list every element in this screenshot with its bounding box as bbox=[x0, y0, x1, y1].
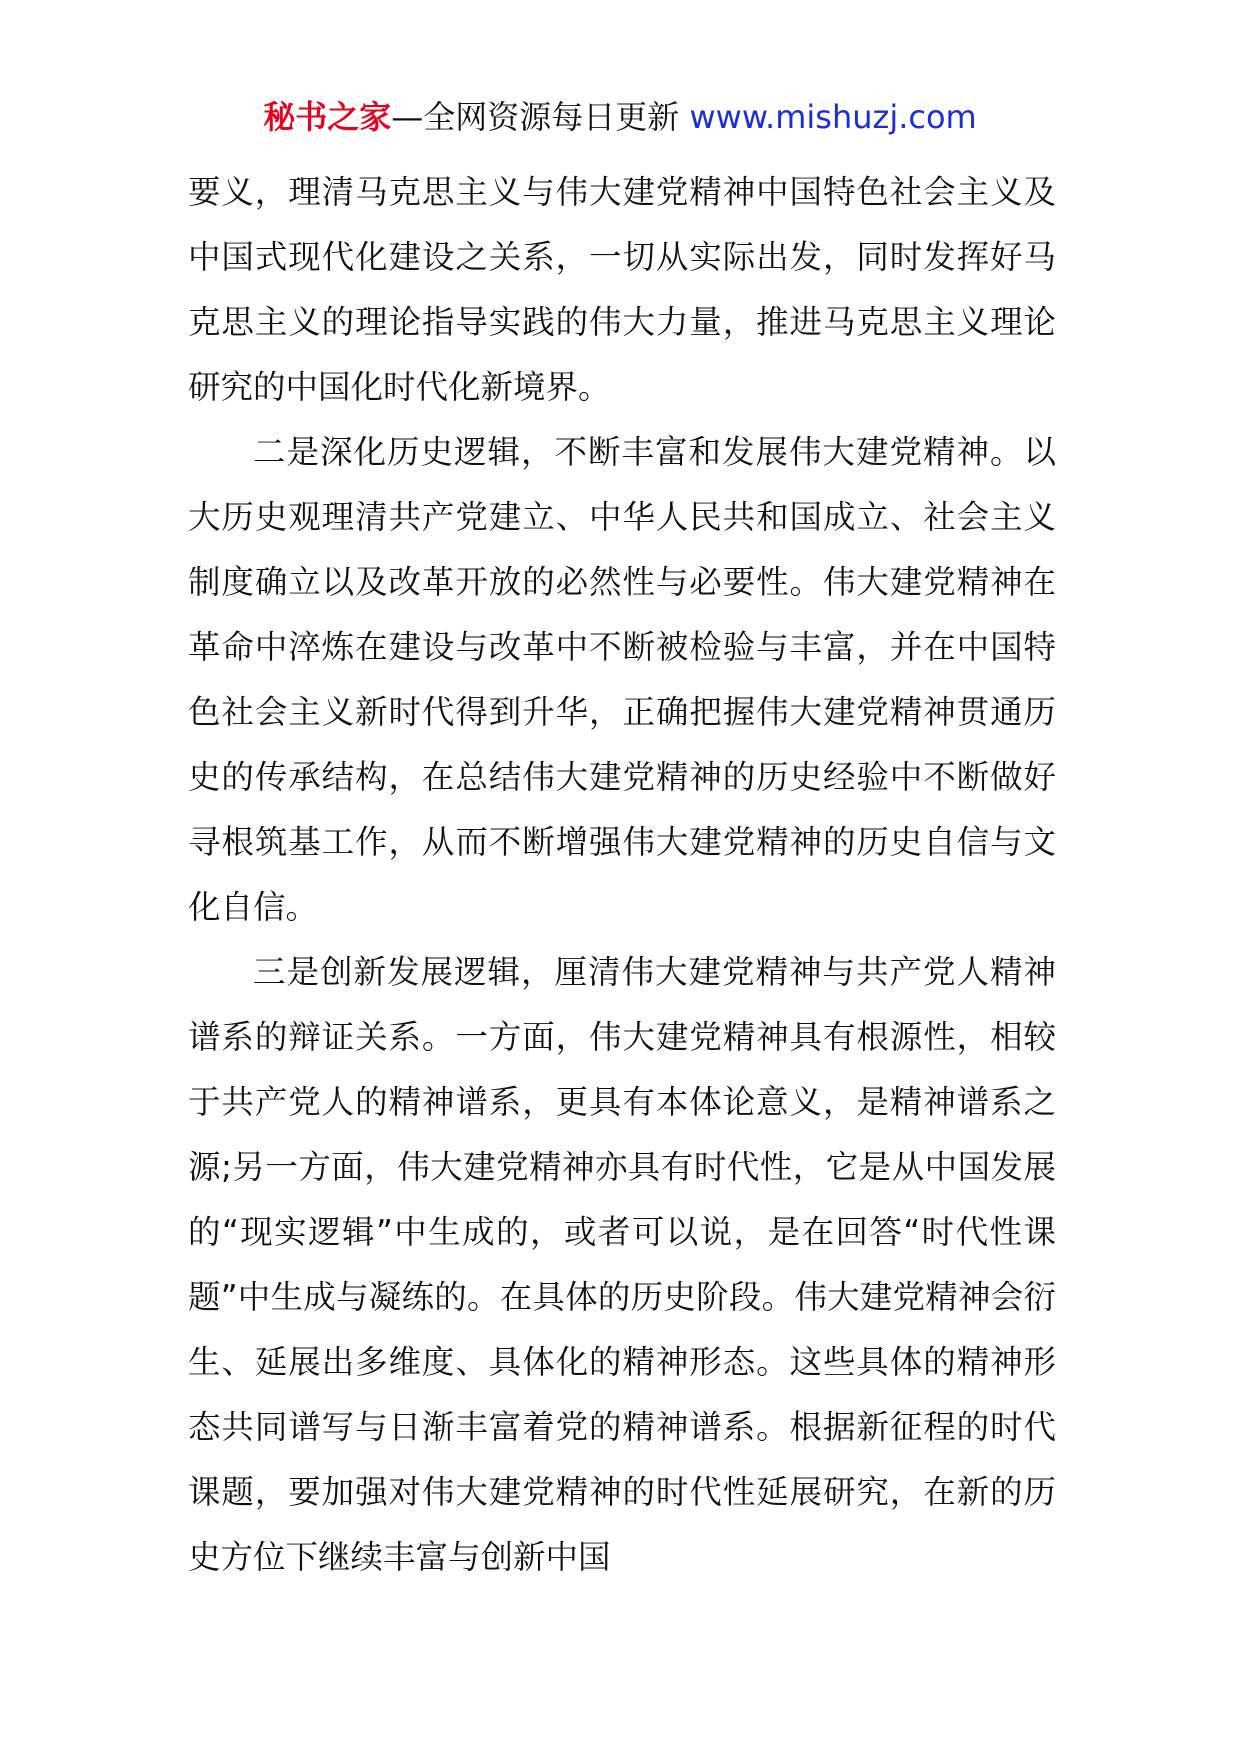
header-tagline: —全网资源每日更新 bbox=[391, 98, 690, 136]
site-url-link[interactable]: www.mishuzj.com bbox=[689, 98, 977, 136]
document-body bbox=[188, 160, 1056, 1590]
brand-name: 秘书之家 bbox=[263, 98, 392, 136]
paragraph-historical-logic: 二是深化历史逻辑，不断丰富和发展伟大建党精神。以大历史观理清共产党建立、中华人民共和国成立、社会主义制度确立以及改革开放的必然性与必要性。伟大建党精神在革命中淬炼在建设与改革中不断被检验与丰富，并在中国特色社会主义新时代得到升华，正确把握伟大建党精神贯通历史的传承结构，在总结伟大建党精神的历史经验中不断做好寻根筑基工作，从而不断增强伟大建党精神的历史自信与文化自信。 bbox=[188, 433, 1056, 926]
page-header bbox=[0, 94, 1240, 140]
paragraph-development-logic: 三是创新发展逻辑，厘清伟大建党精神与共产党人精神谱系的辩证关系。一方面，伟大建党精神具有根源性，相较于共产党人的精神谱系，更具有本体论意义，是精神谱系之源;另一方面，伟大建党精神亦具有时代性，它是从中国发展的“现实逻辑”中生成的，或者可以说，是在回答“时代性课题”中生成与凝练的。在具体的历史阶段。伟大建党精神会衍生、延展出多维度、具体化的精神形态。这些具体的精神形态共同谱写与日渐丰富着党的精神谱系。根据新征程的时代课题，要加强对伟大建党精神的时代性延展研究，在新的历史方位下继续丰富与创新中国 bbox=[188, 953, 1056, 1576]
paragraph-continued: 要义，理清马克思主义与伟大建党精神中国特色社会主义及中国式现代化建设之关系，一切从实际出发，同时发挥好马克思主义的理论指导实践的伟大力量，推进马克思主义理论研究的中国化时代化新境界。 bbox=[188, 173, 1056, 406]
